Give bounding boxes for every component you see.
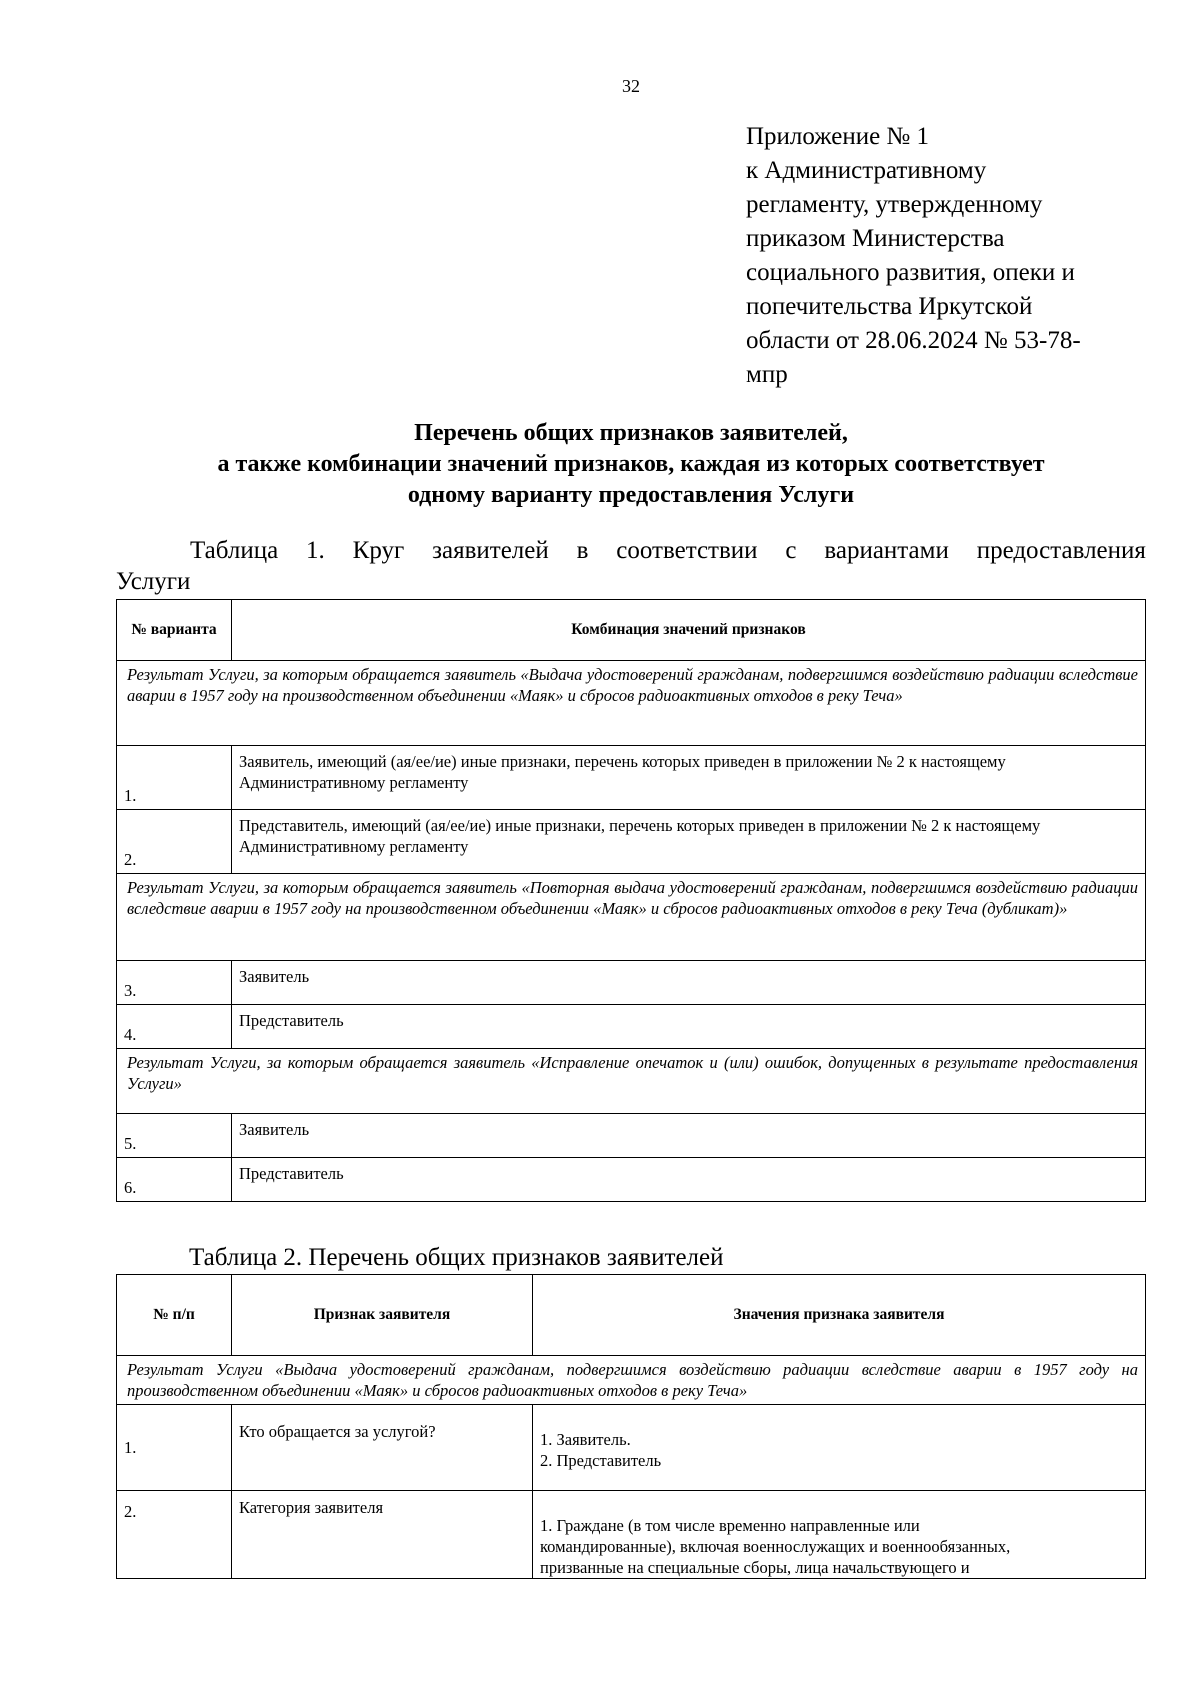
variant-combination: Представитель: [232, 1005, 1146, 1049]
appendix-line: приказом Министерства: [746, 225, 1005, 252]
title-line: а также комбинации значений признаков, каждая из которых соответствует: [217, 451, 1045, 477]
table1-caption: [116, 535, 1146, 597]
variant-combination: Заявитель: [232, 1114, 1146, 1158]
header-combination: Комбинация значений признаков: [232, 600, 1146, 661]
appendix-line: регламенту, утвержденному: [746, 191, 1043, 218]
feature-value: командированные), включая военнослужащих и военнообязанных,: [540, 1537, 1011, 1556]
result-row: [117, 1356, 1146, 1405]
table-row: [117, 1405, 1146, 1491]
header-feature: Признак заявителя: [232, 1275, 533, 1356]
result-row: [117, 661, 1146, 746]
result-text: Результат Услуги, за которым обращается заявитель «Исправление опечаток и (или) ошибок, допущенных в результате предоставления Услуги»: [117, 1049, 1146, 1114]
document-title: [116, 418, 1146, 511]
applicant-features-table: [116, 1274, 1146, 1579]
header-variant-number: № варианта: [117, 600, 232, 661]
variant-combination: Представитель, имеющий (ая/ее/ие) иные признаки, перечень которых приведен в приложении № 2 к настоящему Административному регламенту: [232, 810, 1146, 874]
appendix-line: мпр: [746, 361, 788, 388]
caption-word: заявителей: [432, 537, 549, 564]
caption-word: предоставления: [976, 537, 1146, 564]
variant-number: 5.: [117, 1114, 232, 1158]
result-text: Результат Услуги «Выдача удостоверений гражданам, подвергшимся воздействию радиации вследствие аварии в 1957 году на производственном объединении «Маяк» и сбросов радиоактивных отходов в реку Теча»: [117, 1356, 1146, 1405]
caption-word: 1.: [306, 537, 325, 564]
result-text: Результат Услуги, за которым обращается заявитель «Выдача удостоверений гражданам, подвергшимся воздействию радиации вследствие аварии в 1957 году на производственном объединении «Маяк» и сбросов радиоактивных отходов в реку Теча»: [117, 661, 1146, 746]
page-number: 32: [622, 76, 640, 96]
table-row: [117, 1491, 1146, 1579]
appendix-line: социального развития, опеки и: [746, 259, 1075, 286]
table-row: [117, 961, 1146, 1005]
table-row: [117, 1114, 1146, 1158]
header-row-number: № п/п: [117, 1275, 232, 1356]
title-line: Перечень общих признаков заявителей,: [414, 420, 848, 446]
variant-combination: Заявитель: [232, 961, 1146, 1005]
caption-word: вариантами: [824, 537, 949, 564]
table-row: [117, 746, 1146, 810]
table-header-row: [117, 1275, 1146, 1356]
feature-name: Категория заявителя: [232, 1491, 533, 1579]
result-row: [117, 1049, 1146, 1114]
appendix-reference: [746, 120, 1146, 392]
table-row: [117, 1158, 1146, 1202]
appendix-line: Приложение № 1: [746, 123, 930, 150]
title-line: одному варианту предоставления Услуги: [407, 482, 855, 508]
appendix-line: попечительства Иркутской: [746, 293, 1033, 320]
variant-combination: Заявитель, имеющий (ая/ее/ие) иные признаки, перечень которых приведен в приложении № 2 к настоящему Административному регламенту: [232, 746, 1146, 810]
caption-word: в: [576, 537, 589, 564]
variant-number: 2.: [117, 810, 232, 874]
feature-values: [533, 1491, 1146, 1579]
feature-value: 1. Граждане (в том числе временно направленные или: [540, 1516, 920, 1535]
table-row: [117, 810, 1146, 874]
variant-number: 1.: [117, 746, 232, 810]
variant-number: 3.: [117, 961, 232, 1005]
caption-word: Круг: [352, 537, 405, 564]
caption-end: Услуги: [116, 568, 191, 595]
table-header-row: [117, 600, 1146, 661]
caption-word: с: [785, 537, 797, 564]
caption-word: Таблица: [190, 537, 279, 564]
variant-number: 6.: [117, 1158, 232, 1202]
feature-value: 2. Представитель: [540, 1451, 662, 1470]
feature-name: Кто обращается за услугой?: [232, 1405, 533, 1491]
applicants-variants-table: [116, 599, 1146, 1202]
appendix-line: к Административному: [746, 157, 987, 184]
header-feature-values: Значения признака заявителя: [533, 1275, 1146, 1356]
table-row: [117, 1005, 1146, 1049]
caption-word: соответствии: [616, 537, 758, 564]
table2-caption: Таблица 2. Перечень общих признаков заявителей: [189, 1244, 724, 1271]
appendix-line: области от 28.06.2024 № 53-78-: [746, 327, 1081, 354]
row-number: 1.: [117, 1405, 232, 1491]
feature-value: 1. Заявитель.: [540, 1430, 631, 1449]
variant-combination: Представитель: [232, 1158, 1146, 1202]
row-number: 2.: [117, 1491, 232, 1579]
feature-value: призванные на специальные сборы, лица начальствующего и: [540, 1558, 970, 1577]
result-text: Результат Услуги, за которым обращается заявитель «Повторная выдача удостоверений гражданам, подвергшимся воздействию радиации вследствие аварии в 1957 году на производственном объединении «Маяк» и сбросов радиоактивных отходов в реку Теча (дубликат)»: [117, 874, 1146, 961]
feature-values: [533, 1405, 1146, 1491]
variant-number: 4.: [117, 1005, 232, 1049]
result-row: [117, 874, 1146, 961]
